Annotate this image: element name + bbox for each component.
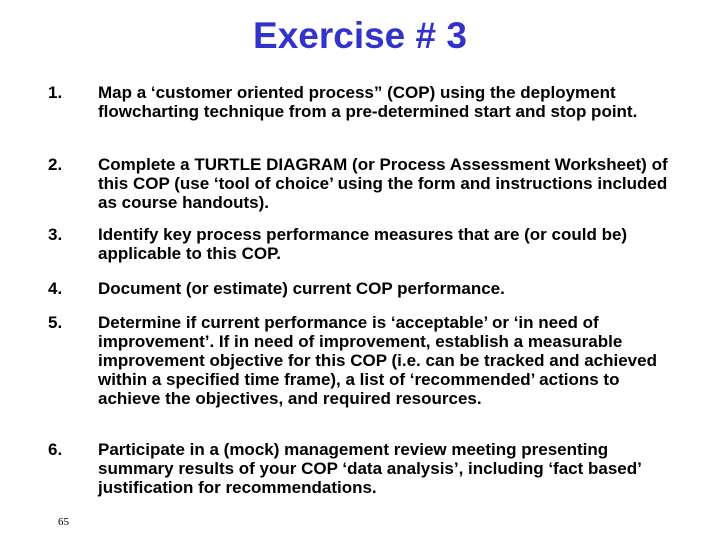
slide-title: Exercise # 3 [253,15,467,56]
item-text: Identify key process performance measures that are (or could be) applicable to this COP. [98,225,628,263]
item-text: Map a ‘customer oriented process” (COP) using the deployment flowcharting technique from a pre-determined start and stop point. [98,83,638,121]
item-number: 4. [48,279,63,298]
item-number: 3. [48,225,63,244]
item-text: Participate in a (mock) management review meeting presenting summary results of your COP ‘data analysis’, including ‘fact based’ justification for recommendations. [98,440,641,497]
page-number: 65 [58,516,69,528]
item-text: Complete a TURTLE DIAGRAM (or Process Assessment Worksheet) of this COP (use ‘tool of choice’ using the form and instructions included as course handouts). [98,155,668,212]
item-text: Determine if current performance is ‘acceptable’ or ‘in need of improvement’. If in need of improvement, establish a measurable improvement objective for this COP (i.e. can be tracked and achieved within a specified time frame), a list of ‘recommended’ actions to achieve the objectives, and required resources. [98,313,657,408]
item-number: 5. [48,313,63,332]
item-text: Document (or estimate) current COP performance. [98,279,505,298]
item-number: 6. [48,440,63,459]
item-number: 2. [48,155,63,174]
item-number: 1. [48,83,63,102]
